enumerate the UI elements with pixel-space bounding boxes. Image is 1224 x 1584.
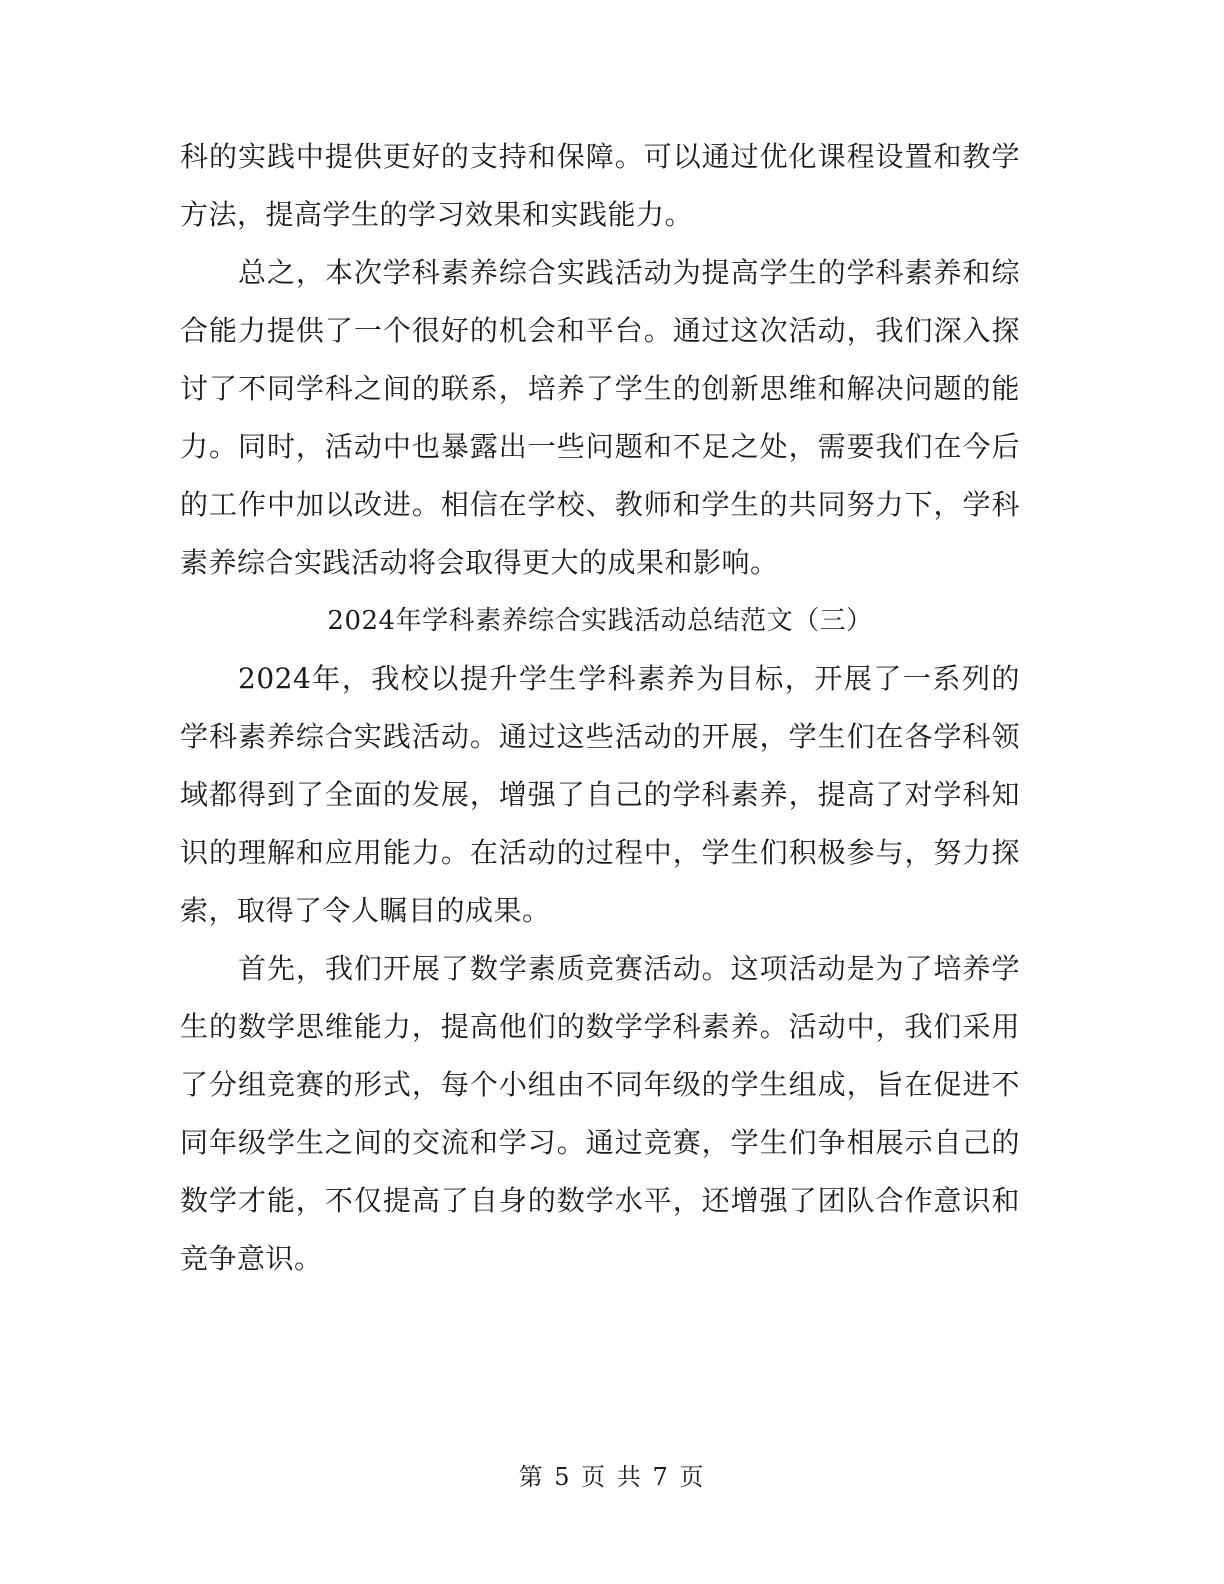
page-number-footer: 第 5 页 共 7 页 (518, 1463, 706, 1491)
paragraph-intro: 2024年，我校以提升学生学科素养为目标，开展了一系列的学科素养综合实践活动。通过这些活动的开展，学生们在各学科领域都得到了全面的发展，增强了自己的学科素养，提高了对学科知识的理解和应用能力。在活动的过程中，学生们积极参与，努力探索，取得了令人瞩目的成果。 (180, 662, 1020, 927)
paragraph-conclusion: 总之，本次学科素养综合实践活动为提高学生的学科素养和综合能力提供了一个很好的机会和平台。通过这次活动，我们深入探讨了不同学科之间的联系，培养了学生的创新思维和解决问题的能力。同时，活动中也暴露出一些问题和不足之处，需要我们在今后的工作中加以改进。相信在学校、教师和学生的共同努力下，学科素养综合实践活动将会取得更大的成果和影响。 (180, 256, 1020, 579)
document-body (180, 128, 1020, 1288)
paragraph-math-competition: 首先，我们开展了数学素质竞赛活动。这项活动是为了培养学生的数学思维能力，提高他们的数学学科素养。活动中，我们采用了分组竞赛的形式，每个小组由不同年级的学生组成，旨在促进不同年级学生之间的交流和学习。通过竞赛，学生们争相展示自己的数学才能，不仅提高了自身的数学水平，还增强了团队合作意识和竞争意识。 (180, 952, 1020, 1275)
paragraph-continuation: 科的实践中提供更好的支持和保障。可以通过优化课程设置和教学方法，提高学生的学习效果和实践能力。 (180, 140, 1020, 231)
section-heading: 2024年学科素养综合实践活动总结范文（三） (327, 606, 873, 636)
